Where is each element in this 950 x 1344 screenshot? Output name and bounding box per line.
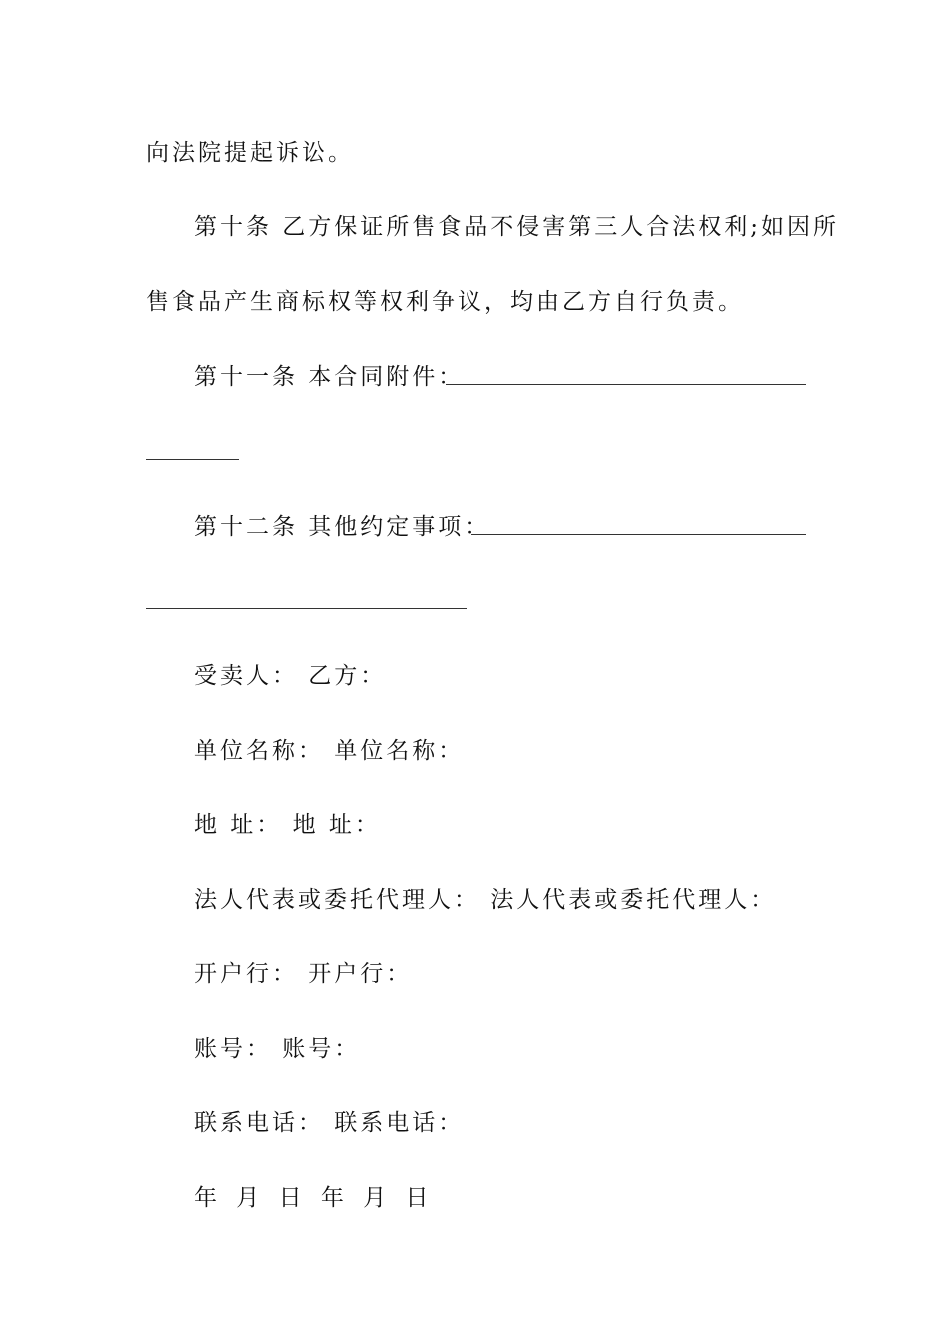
article-11-label: 第十一条 本合同附件： [194, 364, 465, 390]
article-12-blank-line [471, 534, 806, 535]
address-label: 地 址： 地 址： [194, 812, 381, 838]
company-name-label: 单位名称： 单位名称： [194, 738, 465, 764]
article-10-line-1: 第十条 乙方保证所售食品不侵害第三人合法权利;如因所 [194, 214, 840, 240]
legal-rep-label: 法人代表或委托代理人： 法人代表或委托代理人： [194, 887, 777, 913]
paragraph-line: 向法院提起诉讼。 [146, 140, 354, 166]
account-label: 账号： 账号： [194, 1036, 361, 1062]
article-12-label: 第十二条 其他约定事项： [194, 514, 491, 540]
article-11-blank-line [446, 384, 806, 385]
buyer-seller-label: 受卖人： 乙方： [194, 663, 387, 689]
date-label: 年 月 日 年 月 日 [194, 1185, 435, 1211]
article-11-blank-continuation [146, 459, 239, 460]
article-12-blank-continuation [146, 608, 467, 609]
bank-label: 开户行： 开户行： [194, 961, 413, 987]
phone-label: 联系电话： 联系电话： [194, 1110, 465, 1136]
article-10-line-2: 售食品产生商标权等权利争议，均由乙方自行负责。 [146, 289, 744, 315]
